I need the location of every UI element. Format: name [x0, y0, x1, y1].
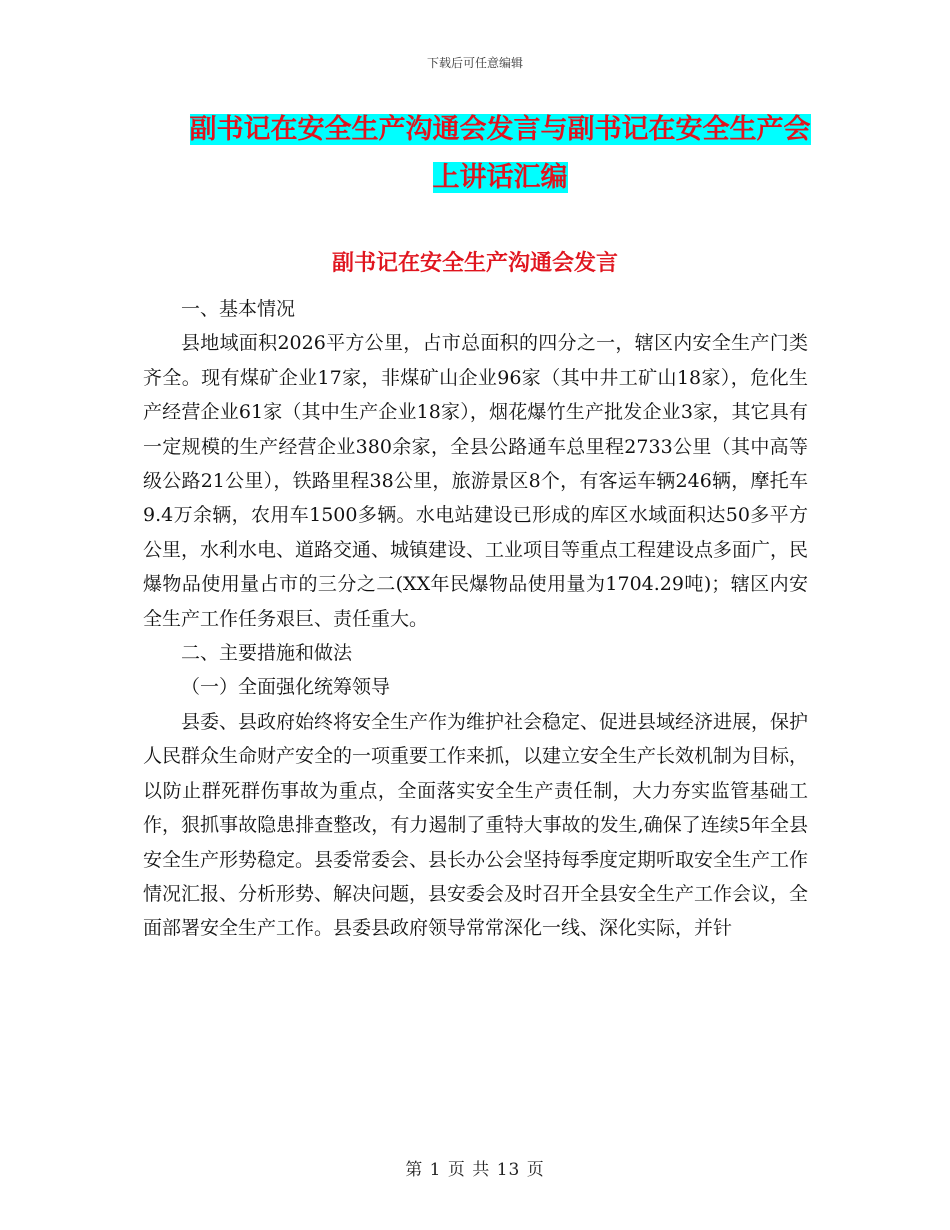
document-title-line2: 上讲话汇编: [432, 162, 568, 193]
subheading-leadership: （一）全面强化统筹领导: [181, 676, 391, 699]
paragraph-leadership: 县委、县政府始终将安全生产作为维护社会稳定、促进县域经济进展，保护人民群众生命财产安全的一项重要工作来抓，以建立安全生产长效机制为目标，以防止群死群伤事故为重点，全面落实安全生产责任制，大力夯实监管基础工作，狠抓事故隐患排查整改，有力遏制了重特大事故的发生,确保了连续5年全县安全生产形势稳定。县委常委会、县长办公会坚持每季度定期听取安全生产工作情况汇报、分析形势、解决问题，县安委会及时召开全县安全生产工作会议，全面部署安全生产工作。县委县政府领导常常深化一线、深化实际，并针: [143, 710, 809, 940]
heading-basic-situation: 一、基本情况: [181, 298, 296, 320]
header-note: 下载后可任意编辑: [426, 56, 523, 70]
document-body: [143, 292, 808, 946]
document-title: [140, 106, 860, 202]
page-footer: 第 1 页 共 13 页: [405, 1160, 545, 1180]
heading-main-measures: 二、主要措施和做法: [181, 642, 353, 665]
document-title-line1: 副书记在安全生产沟通会发言与副书记在安全生产会: [189, 114, 811, 145]
section-title: 副书记在安全生产沟通会发言: [331, 250, 618, 276]
paragraph-basic-situation: 县地域面积2026平方公里，占市总面积的四分之一，辖区内安全生产门类齐全。现有煤矿企业17家，非煤矿山企业96家（其中井工矿山18家），危化生产经营企业61家（其中生产企业18家），烟花爆竹生产批发企业3家，其它具有一定规模的生产经营企业380余家，全县公路通车总里程2733公里（其中高等级公路21公里），铁路里程38公里，旅游景区8个，有客运车辆246辆，摩托车9.4万余辆，农用车1500多辆。水电站建设已形成的库区水域面积达50多平方公里，水利水电、道路交通、城镇建设、工业项目等重点工程建设点多面广，民爆物品使用量占市的三分之二(XX年民爆物品使用量为1704.29吨)；辖区内安全生产工作任务艰巨、责任重大。: [143, 332, 809, 630]
